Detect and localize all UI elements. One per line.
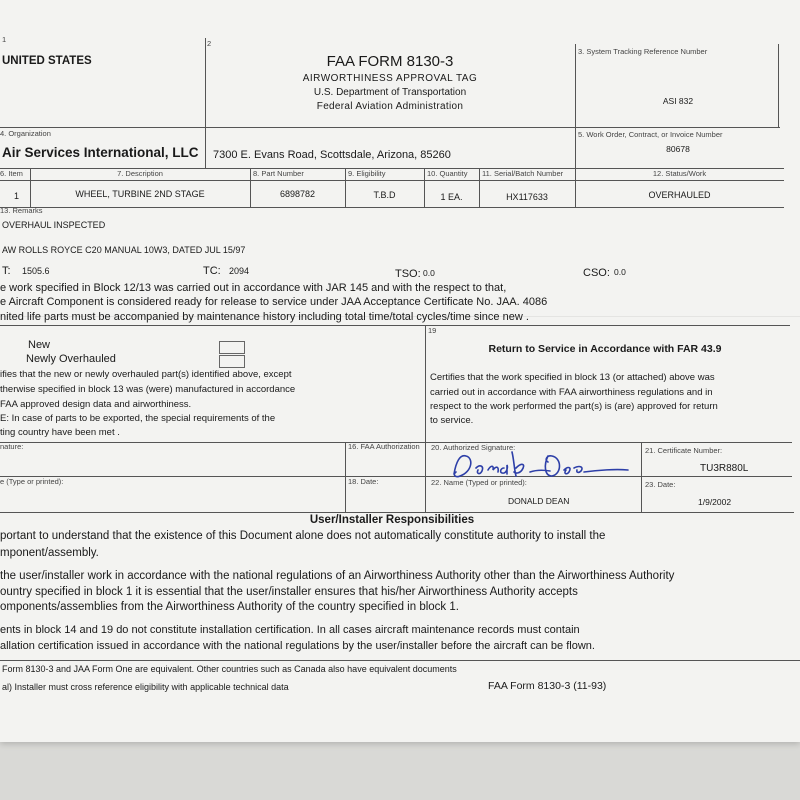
remarks-line6: nited life parts must be accompanied by maintenance history including total time/total cycles/time since new .: [0, 311, 529, 323]
block19-cert1: Certifies that the work specified in block 13 (or attached) above was: [430, 372, 715, 383]
rule: [641, 442, 642, 512]
rule: [0, 512, 794, 513]
col-status-header: 12. Status/Work: [652, 169, 707, 178]
remarks-line4: e work specified in Block 12/13 was carried out in accordance with JAR 145 and with the respect to that,: [0, 282, 507, 294]
rule: [250, 168, 251, 207]
remarks-line1: OVERHAUL INSPECTED: [2, 220, 106, 230]
newly-overhauled-checkbox[interactable]: [219, 355, 245, 368]
rule: [345, 442, 346, 512]
rule: [0, 476, 792, 477]
cso-value: 0.0: [614, 267, 626, 277]
block20-signature-label: 20. Authorized Signature:: [431, 443, 516, 452]
col-quantity-header: 10. Quantity: [427, 169, 468, 178]
col-item-header: 6. Item: [0, 169, 23, 178]
responsibilities-p1a: portant to understand that the existence of this Document alone does not automatically constitute authority to install the: [0, 530, 606, 542]
tt-value: 1505.6: [22, 266, 50, 276]
rule: [0, 207, 784, 208]
col-description-header: 7. Description: [117, 169, 163, 178]
block19-cert2: carried out in accordance with FAA airworthiness regulations and in: [430, 387, 713, 398]
certificate-number: TU3R880L: [700, 463, 749, 474]
block2-number: 2: [207, 39, 212, 48]
block14-cert2: therwise specified in block 13 was (were) manufactured in accordance: [0, 384, 296, 395]
serial-value: HX117633: [506, 192, 548, 202]
responsibilities-p2c: omponents/assemblies from the Airworthiness Authority of the country specified in block 1.: [0, 601, 459, 613]
rule: [0, 660, 800, 661]
organization-address: 7300 E. Evans Road, Scottsdale, Arizona, 85260: [213, 149, 451, 161]
responsibilities-p3b: allation certification issued in accordance with the national regulations by the user/installer before the aircraft can be flown.: [0, 640, 595, 652]
new-label: New: [28, 339, 51, 351]
tt-label: T:: [2, 265, 11, 277]
rule: [0, 127, 780, 128]
block5-label: 5. Work Order, Contract, or Invoice Number: [578, 130, 723, 139]
block1-number: 1: [2, 35, 7, 44]
responsibilities-p2a: the user/installer work in accordance with the national regulations of an Airworthiness Authority other than the Airworthiness Authority: [0, 570, 675, 582]
block3-label: 3. System Tracking Reference Number: [578, 47, 708, 56]
block21-cert-number-label: 21. Certificate Number:: [645, 446, 723, 455]
remarks-line5: e Aircraft Component is considered ready for release to service under JAA Acceptance Certificate No. JAA. 4086: [0, 296, 548, 308]
col-part-number-header: 8. Part Number: [253, 169, 304, 178]
tso-label: TSO:: [395, 268, 421, 280]
newly-overhauled-label: Newly Overhauled: [26, 353, 116, 365]
block23-date-label: 23. Date:: [645, 480, 676, 489]
rule: [575, 44, 576, 207]
block16-faa-auth-label: 16. FAA Authorization: [348, 442, 420, 451]
block18-date-label: 18. Date:: [348, 477, 379, 486]
block19-number: 19: [428, 326, 437, 335]
block4-label: 4. Organization: [0, 129, 51, 138]
col-serial-header: 11. Serial/Batch Number: [482, 169, 564, 178]
department: U.S. Department of Transportation: [313, 87, 467, 98]
responsibilities-title: User/Installer Responsibilities: [309, 514, 475, 526]
remarks-line2: AW ROLLS ROYCE C20 MANUAL 10W3, DATED JUL 15/97: [2, 245, 246, 255]
eligibility-value: T.B.D: [373, 190, 396, 200]
country: UNITED STATES: [2, 55, 92, 67]
tracking-number: ASI 832: [662, 96, 694, 106]
rule: [345, 168, 346, 207]
responsibilities-p3a: ents in block 14 and 19 do not constitute installation certification. In all cases aircraft maintenance records must contain: [0, 624, 580, 636]
cso-label: CSO:: [583, 267, 610, 279]
signer-name: DONALD DEAN: [508, 496, 570, 506]
tso-value: 0.0: [423, 268, 435, 278]
tc-label: TC:: [203, 265, 221, 277]
block14-cert5: ting country have been met .: [0, 427, 120, 438]
block19-cert3: respect to the work performed the part(s) is (are) approved for return: [430, 401, 718, 412]
form-identifier: FAA Form 8130-3 (11-93): [488, 680, 607, 692]
footer-line1: Form 8130-3 and JAA Form One are equivalent. Other countries such as Canada also have equivalent documents: [2, 664, 457, 674]
block22-name-label: 22. Name (Typed or printed):: [431, 478, 527, 487]
status-value: OVERHAULED: [648, 190, 711, 200]
block19-cert4: to service.: [430, 415, 474, 426]
rule: [0, 180, 784, 181]
part-number-value: 6898782: [279, 189, 316, 199]
signature-date: 1/9/2002: [698, 497, 732, 507]
agency: Federal Aviation Administration: [316, 101, 464, 112]
rule: [778, 44, 779, 128]
responsibilities-p1b: mponent/assembly.: [0, 547, 99, 559]
block14-cert1: ifies that the new or newly overhauled part(s) identified above, except: [0, 369, 292, 380]
responsibilities-p2b: ountry specified in block 1 it is essential that the user/installer ensures that his/her Airworthiness Authority accepts: [0, 586, 578, 598]
tag-title: AIRWORTHINESS APPROVAL TAG: [302, 73, 478, 84]
block14-cert4: E: In case of parts to be exported, the special requirements of the: [0, 413, 276, 424]
form-title: FAA FORM 8130-3: [326, 53, 454, 70]
new-checkbox[interactable]: [219, 341, 245, 354]
item-value: 1: [14, 191, 20, 201]
description-value: WHEEL, TURBINE 2ND STAGE: [75, 189, 205, 199]
block15-signature-label: nature:: [0, 442, 24, 451]
quantity-value: 1 EA.: [440, 192, 463, 202]
block13-label: 13. Remarks: [0, 206, 43, 215]
organization-name: Air Services International, LLC: [2, 145, 199, 160]
tc-value: 2094: [229, 266, 250, 276]
handwritten-signature: [448, 448, 638, 482]
rule: [0, 325, 790, 326]
work-order-number: 80678: [666, 144, 690, 154]
footer-line2: al) Installer must cross reference eligibility with applicable technical data: [2, 682, 289, 692]
block17-name-label: e (Type or printed):: [0, 477, 64, 486]
col-eligibility-header: 9. Eligibility: [348, 169, 386, 178]
block14-cert3: FAA approved design data and airworthiness.: [0, 399, 192, 410]
block19-title: Return to Service in Accordance with FAR 43.9: [488, 343, 722, 355]
